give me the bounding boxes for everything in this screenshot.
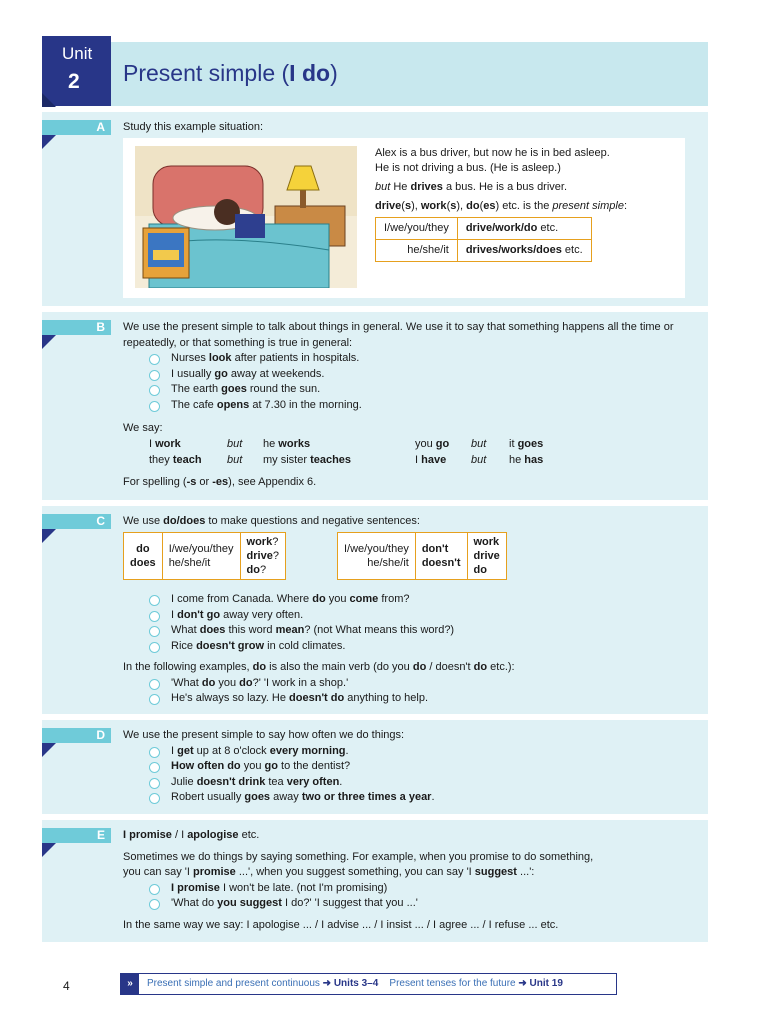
tab-triangle	[42, 529, 56, 543]
example-card	[123, 138, 685, 298]
section-body	[123, 320, 698, 490]
table-row	[376, 240, 592, 262]
e-text-2: you can say 'I promise ...', when you suggest something, you can say 'I suggest ...':	[123, 866, 535, 878]
tab-triangle	[42, 743, 56, 757]
cross-reference-box	[120, 973, 617, 995]
page-number: 4	[63, 979, 70, 993]
unit-badge	[42, 36, 111, 106]
spelling-note: For spelling (-s or -es), see Appendix 6.	[123, 475, 317, 488]
main-verb-note: In the following examples, do is also the main verb (do you do / doesn't do etc.):	[123, 661, 515, 673]
section-e	[42, 820, 708, 942]
section-intro: We use do/does to make questions and negative sentences:	[123, 515, 420, 527]
section-tab	[42, 728, 111, 743]
but-label: but	[227, 437, 243, 450]
e-text-1: Sometimes we do things by saying something. For example, when you promise to do something,	[123, 850, 594, 863]
example-item: What does this word mean? (not What means this word?)	[123, 623, 698, 639]
section-letter: C	[96, 514, 105, 528]
example-item: Nurses look after patients in hospitals.	[123, 351, 698, 367]
table-cell: I/we/you/they he/she/it	[338, 533, 416, 580]
table-cell: work drive do	[467, 533, 506, 580]
section-body	[123, 728, 698, 806]
table-cell: drive/work/do etc.	[457, 218, 591, 240]
example-item: 'What do you do?' 'I work in a shop.'	[123, 676, 698, 692]
pair-row: they teach	[149, 453, 202, 466]
forms-table	[375, 217, 592, 262]
unit-badge-fold	[42, 93, 56, 107]
table-cell: drives/works/does etc.	[457, 240, 591, 262]
verb-pairs	[123, 437, 698, 469]
pair-row: I have	[415, 453, 447, 466]
table-cell: do does	[124, 533, 163, 580]
section-c	[42, 506, 708, 714]
table-row	[376, 218, 592, 240]
situation-line-1: Alex is a bus driver, but now he is in bed asleep.	[375, 147, 610, 159]
pair-row: he has	[509, 453, 544, 466]
table-cell: don't doesn't	[415, 533, 467, 580]
example-item: Julie doesn't drink tea very often.	[123, 775, 698, 791]
section-b	[42, 312, 708, 500]
page-title: Present simple (I do)	[123, 60, 338, 86]
unit-label: Unit	[62, 44, 93, 63]
unit-link[interactable]: ➜ Units 3–4	[322, 978, 379, 989]
example-item: The cafe opens at 7.30 in the morning.	[123, 398, 698, 414]
table-cell: work? drive? do?	[240, 533, 285, 580]
example-item: How often do you go to the dentist?	[123, 759, 698, 775]
table-cell: I/we/you/they	[376, 218, 458, 240]
example-item: I come from Canada. Where do you come from?	[123, 592, 698, 608]
unit-number: 2	[68, 70, 80, 93]
tab-triangle	[42, 843, 56, 857]
present-simple-forms: drive(s), work(s), do(es) etc. is the present simple:	[375, 200, 628, 212]
example-item: I don't go away very often.	[123, 608, 698, 624]
section-tab	[42, 320, 111, 335]
but-label: but	[227, 453, 243, 466]
table-row	[338, 533, 507, 580]
example-item: I get up at 8 o'clock every morning.	[123, 744, 698, 760]
section-body	[123, 828, 698, 933]
negative-table	[337, 532, 507, 580]
tab-triangle	[42, 135, 56, 149]
situation-text	[375, 146, 675, 262]
example-item: I usually go away at weekends.	[123, 367, 698, 383]
section-intro: We use the present simple to talk about things in general. We use it to say that something happens all the time or repeatedly, or that something is true in general:	[123, 321, 674, 349]
unit-link[interactable]: ➜ Unit 19	[518, 978, 563, 989]
section-intro: Study this example situation:	[123, 121, 264, 133]
section-examples	[123, 592, 698, 707]
question-table	[123, 532, 286, 580]
cross-reference-text: Present simple and present continuous ➜ Units 3–4 Present tenses for the future ➜ Unit 19	[147, 978, 563, 989]
but-label: but	[471, 437, 487, 450]
pair-row: he works	[263, 437, 311, 450]
table-row	[124, 533, 286, 580]
example-item: 'What do you suggest I do?' 'I suggest that you ...'	[123, 896, 698, 912]
section-letter: E	[96, 828, 105, 842]
table-cell: I/we/you/they he/she/it	[162, 533, 240, 580]
section-letter: D	[96, 728, 105, 742]
title-bar	[111, 42, 708, 106]
section-tab	[42, 514, 111, 529]
section-letter: B	[96, 320, 105, 334]
situation-line-2: He is not driving a bus. (He is asleep.)	[375, 162, 561, 174]
we-say-label: We say:	[123, 422, 163, 434]
example-item: I promise I won't be late. (not I'm promising)	[123, 881, 698, 897]
pair-row: you go	[415, 437, 450, 450]
section-a	[42, 112, 708, 306]
section-body	[123, 514, 698, 530]
tab-triangle	[42, 335, 56, 349]
example-item: The earth goes round the sun.	[123, 382, 698, 398]
section-letter: A	[96, 120, 105, 134]
double-chevron-icon: »	[121, 974, 139, 994]
pair-row: I work	[149, 437, 181, 450]
pair-row: my sister teaches	[263, 453, 352, 466]
section-tab	[42, 828, 111, 843]
example-item: He's always so lazy. He doesn't do anything to help.	[123, 691, 698, 707]
example-item: Robert usually goes away two or three times a year.	[123, 790, 698, 806]
sleeping-man-illustration	[135, 146, 357, 288]
table-cell: he/she/it	[376, 240, 458, 262]
same-way-note: In the same way we say: I apologise ... / I advise ... / I insist ... / I agree ... / I refuse ... etc.	[123, 918, 559, 931]
section-intro: We use the present simple to say how often we do things:	[123, 729, 405, 741]
but-label: but	[471, 453, 487, 466]
pair-row: it goes	[509, 437, 544, 450]
section-d	[42, 720, 708, 814]
situation-line-3: but He drives a bus. He is a bus driver.	[375, 181, 568, 193]
example-item: Rice doesn't grow in cold climates.	[123, 639, 698, 655]
section-intro: I promise / I apologise etc.	[123, 829, 260, 841]
section-tab	[42, 120, 111, 135]
